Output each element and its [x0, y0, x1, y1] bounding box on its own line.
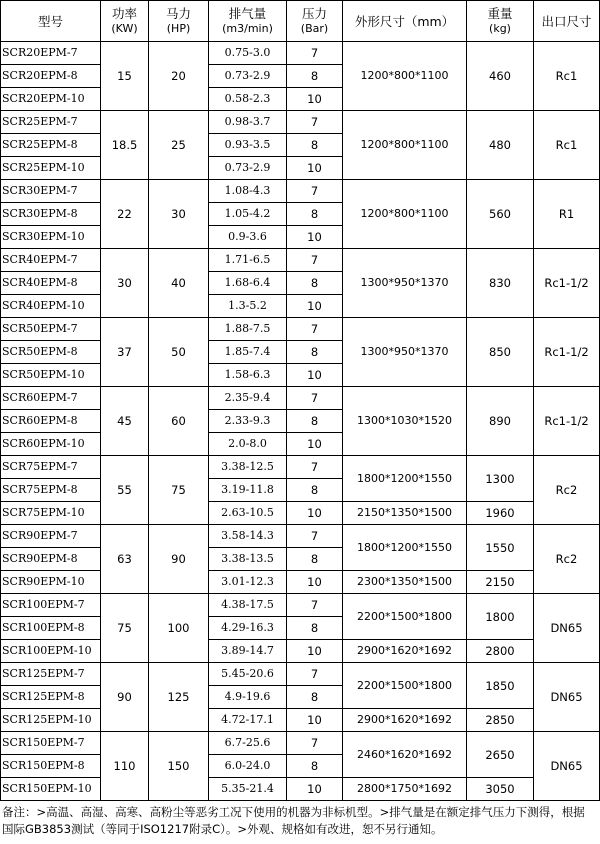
power-cell: 110: [101, 732, 149, 801]
weight-cell: 1800: [467, 594, 534, 640]
table-row: [1, 249, 600, 272]
flow-cell: 1.05-4.2: [209, 203, 287, 226]
table-row: [1, 732, 600, 755]
table-row: [1, 318, 600, 341]
model-cell: SCR30EPM-8: [1, 203, 101, 226]
table-row: [1, 387, 600, 410]
pressure-cell: 7: [287, 249, 343, 272]
model-cell: SCR20EPM-10: [1, 88, 101, 111]
weight-cell: 830: [467, 249, 534, 318]
flow-cell: 1.88-7.5: [209, 318, 287, 341]
pressure-cell: 8: [287, 134, 343, 157]
table-row: [1, 709, 600, 732]
hp-cell: 20: [149, 42, 209, 111]
table-row: [1, 640, 600, 663]
outlet-cell: Rc1-1/2: [534, 318, 600, 387]
power-cell: 37: [101, 318, 149, 387]
table-row: [1, 594, 600, 617]
dims-cell: 1200*800*1100: [343, 42, 467, 111]
model-cell: SCR30EPM-7: [1, 180, 101, 203]
model-cell: SCR100EPM-10: [1, 640, 101, 663]
flow-cell: 0.98-3.7: [209, 111, 287, 134]
pressure-cell: 7: [287, 111, 343, 134]
model-cell: SCR100EPM-7: [1, 594, 101, 617]
model-cell: SCR90EPM-10: [1, 571, 101, 594]
power-cell: 63: [101, 525, 149, 594]
hp-cell: 30: [149, 180, 209, 249]
hp-cell: 75: [149, 456, 209, 525]
outlet-cell: Rc2: [534, 525, 600, 594]
table-row: [1, 42, 600, 65]
model-cell: SCR60EPM-8: [1, 410, 101, 433]
pressure-cell: 8: [287, 686, 343, 709]
weight-cell: 1300: [467, 456, 534, 502]
pressure-cell: 7: [287, 318, 343, 341]
flow-cell: 3.58-14.3: [209, 525, 287, 548]
flow-cell: 5.35-21.4: [209, 778, 287, 801]
pressure-cell: 7: [287, 594, 343, 617]
model-cell: SCR125EPM-7: [1, 663, 101, 686]
flow-cell: 0.75-3.0: [209, 42, 287, 65]
hp-cell: 150: [149, 732, 209, 801]
hp-cell: 90: [149, 525, 209, 594]
hp-cell: 125: [149, 663, 209, 732]
model-cell: SCR20EPM-7: [1, 42, 101, 65]
weight-cell: 460: [467, 42, 534, 111]
power-cell: 15: [101, 42, 149, 111]
pressure-cell: 7: [287, 387, 343, 410]
power-cell: 45: [101, 387, 149, 456]
model-cell: SCR25EPM-7: [1, 111, 101, 134]
model-cell: SCR60EPM-10: [1, 433, 101, 456]
pressure-cell: 10: [287, 295, 343, 318]
weight-cell: 480: [467, 111, 534, 180]
pressure-cell: 10: [287, 226, 343, 249]
model-cell: SCR50EPM-10: [1, 364, 101, 387]
dims-cell: 2900*1620*1692: [343, 709, 467, 732]
model-cell: SCR40EPM-8: [1, 272, 101, 295]
flow-cell: 4.29-16.3: [209, 617, 287, 640]
pressure-cell: 8: [287, 272, 343, 295]
pressure-cell: 8: [287, 479, 343, 502]
header-dims: 外形尺寸（mm）: [343, 1, 467, 42]
weight-cell: 850: [467, 318, 534, 387]
pressure-cell: 8: [287, 410, 343, 433]
flow-cell: 6.0-24.0: [209, 755, 287, 778]
flow-cell: 4.72-17.1: [209, 709, 287, 732]
dims-cell: 2800*1750*1692: [343, 778, 467, 801]
header-model: 型号: [1, 1, 101, 42]
model-cell: SCR60EPM-7: [1, 387, 101, 410]
power-cell: 75: [101, 594, 149, 663]
header-outlet: 出口尺寸: [534, 1, 600, 42]
weight-cell: 2150: [467, 571, 534, 594]
table-row: [1, 111, 600, 134]
flow-cell: 2.35-9.4: [209, 387, 287, 410]
flow-cell: 1.85-7.4: [209, 341, 287, 364]
model-cell: SCR125EPM-8: [1, 686, 101, 709]
flow-cell: 1.58-6.3: [209, 364, 287, 387]
weight-cell: 1550: [467, 525, 534, 571]
pressure-cell: 8: [287, 203, 343, 226]
header-power: 功率 (KW): [101, 1, 149, 42]
table-row: [1, 525, 600, 548]
pressure-cell: 8: [287, 341, 343, 364]
flow-cell: 3.38-13.5: [209, 548, 287, 571]
hp-cell: 40: [149, 249, 209, 318]
outlet-cell: R1: [534, 180, 600, 249]
footnote: 备注：>高温、高湿、高寒、高粉尘等恶劣工况下使用的机器为非标机型。>排气量是在额定排气压力下测得，根据国际GB3853测试（等同于ISO1217附录C）。>外观、规格如有改进，恕不另行通知。: [2, 805, 585, 836]
pressure-cell: 10: [287, 157, 343, 180]
pressure-cell: 8: [287, 617, 343, 640]
spec-body: [1, 42, 600, 801]
flow-cell: 6.7-25.6: [209, 732, 287, 755]
model-cell: SCR50EPM-8: [1, 341, 101, 364]
pressure-cell: 10: [287, 88, 343, 111]
model-cell: SCR100EPM-8: [1, 617, 101, 640]
pressure-cell: 10: [287, 709, 343, 732]
model-cell: SCR75EPM-7: [1, 456, 101, 479]
dims-cell: 2900*1620*1692: [343, 640, 467, 663]
dims-cell: 1200*800*1100: [343, 180, 467, 249]
dims-cell: 1300*1030*1520: [343, 387, 467, 456]
weight-cell: 1960: [467, 502, 534, 525]
flow-cell: 5.45-20.6: [209, 663, 287, 686]
model-cell: SCR75EPM-8: [1, 479, 101, 502]
model-cell: SCR30EPM-10: [1, 226, 101, 249]
dims-cell: 2150*1350*1500: [343, 502, 467, 525]
model-cell: SCR50EPM-7: [1, 318, 101, 341]
outlet-cell: DN65: [534, 663, 600, 732]
header-row: [1, 1, 600, 42]
outlet-cell: Rc2: [534, 456, 600, 525]
flow-cell: 0.73-2.9: [209, 157, 287, 180]
dims-cell: 1300*950*1370: [343, 318, 467, 387]
weight-cell: 560: [467, 180, 534, 249]
hp-cell: 60: [149, 387, 209, 456]
model-cell: SCR40EPM-7: [1, 249, 101, 272]
pressure-cell: 7: [287, 732, 343, 755]
model-cell: SCR25EPM-8: [1, 134, 101, 157]
power-cell: 22: [101, 180, 149, 249]
model-cell: SCR40EPM-10: [1, 295, 101, 318]
hp-cell: 50: [149, 318, 209, 387]
flow-cell: 1.08-4.3: [209, 180, 287, 203]
pressure-cell: 7: [287, 42, 343, 65]
flow-cell: 3.01-12.3: [209, 571, 287, 594]
outlet-cell: Rc1-1/2: [534, 249, 600, 318]
power-cell: 30: [101, 249, 149, 318]
pressure-cell: 10: [287, 571, 343, 594]
model-cell: SCR150EPM-10: [1, 778, 101, 801]
flow-cell: 2.0-8.0: [209, 433, 287, 456]
model-cell: SCR90EPM-8: [1, 548, 101, 571]
weight-cell: 3050: [467, 778, 534, 801]
table-row: [1, 502, 600, 525]
flow-cell: 2.63-10.5: [209, 502, 287, 525]
pressure-cell: 7: [287, 663, 343, 686]
outlet-cell: Rc1: [534, 111, 600, 180]
model-cell: SCR25EPM-10: [1, 157, 101, 180]
dims-cell: 2300*1350*1500: [343, 571, 467, 594]
dims-cell: 1200*800*1100: [343, 111, 467, 180]
pressure-cell: 10: [287, 778, 343, 801]
hp-cell: 25: [149, 111, 209, 180]
pressure-cell: 10: [287, 502, 343, 525]
outlet-cell: Rc1: [534, 42, 600, 111]
power-cell: 18.5: [101, 111, 149, 180]
pressure-cell: 7: [287, 525, 343, 548]
outlet-cell: Rc1-1/2: [534, 387, 600, 456]
flow-cell: 2.33-9.3: [209, 410, 287, 433]
dims-cell: 2200*1500*1800: [343, 594, 467, 640]
dims-cell: 2460*1620*1692: [343, 732, 467, 778]
header-hp: 马力 (HP): [149, 1, 209, 42]
power-cell: 90: [101, 663, 149, 732]
pressure-cell: 7: [287, 456, 343, 479]
flow-cell: 0.58-2.3: [209, 88, 287, 111]
model-cell: SCR20EPM-8: [1, 65, 101, 88]
flow-cell: 4.38-17.5: [209, 594, 287, 617]
table-row: [1, 456, 600, 479]
model-cell: SCR125EPM-10: [1, 709, 101, 732]
table-row: [1, 571, 600, 594]
header-weight: 重量 (kg): [467, 1, 534, 42]
flow-cell: 3.19-11.8: [209, 479, 287, 502]
pressure-cell: 7: [287, 180, 343, 203]
flow-cell: 1.71-6.5: [209, 249, 287, 272]
pressure-cell: 8: [287, 548, 343, 571]
flow-cell: 0.9-3.6: [209, 226, 287, 249]
dims-cell: 2200*1500*1800: [343, 663, 467, 709]
flow-cell: 3.38-12.5: [209, 456, 287, 479]
pressure-cell: 10: [287, 364, 343, 387]
model-cell: SCR90EPM-7: [1, 525, 101, 548]
header-flow: 排气量 (m3/min): [209, 1, 287, 42]
model-cell: SCR75EPM-10: [1, 502, 101, 525]
flow-cell: 1.68-6.4: [209, 272, 287, 295]
flow-cell: 0.93-3.5: [209, 134, 287, 157]
table-row: [1, 778, 600, 801]
pressure-cell: 8: [287, 755, 343, 778]
table-row: [1, 663, 600, 686]
table-row: [1, 180, 600, 203]
pressure-cell: 10: [287, 433, 343, 456]
flow-cell: 1.3-5.2: [209, 295, 287, 318]
hp-cell: 100: [149, 594, 209, 663]
weight-cell: 2800: [467, 640, 534, 663]
dims-cell: 1800*1200*1550: [343, 525, 467, 571]
weight-cell: 2850: [467, 709, 534, 732]
outlet-cell: DN65: [534, 732, 600, 801]
model-cell: SCR150EPM-7: [1, 732, 101, 755]
weight-cell: 2650: [467, 732, 534, 778]
model-cell: SCR150EPM-8: [1, 755, 101, 778]
flow-cell: 0.73-2.9: [209, 65, 287, 88]
header-pressure: 压力 (Bar): [287, 1, 343, 42]
weight-cell: 1850: [467, 663, 534, 709]
outlet-cell: DN65: [534, 594, 600, 663]
pressure-cell: 8: [287, 65, 343, 88]
weight-cell: 890: [467, 387, 534, 456]
dims-cell: 1300*950*1370: [343, 249, 467, 318]
dims-cell: 1800*1200*1550: [343, 456, 467, 502]
pressure-cell: 10: [287, 640, 343, 663]
flow-cell: 4.9-19.6: [209, 686, 287, 709]
flow-cell: 3.89-14.7: [209, 640, 287, 663]
power-cell: 55: [101, 456, 149, 525]
